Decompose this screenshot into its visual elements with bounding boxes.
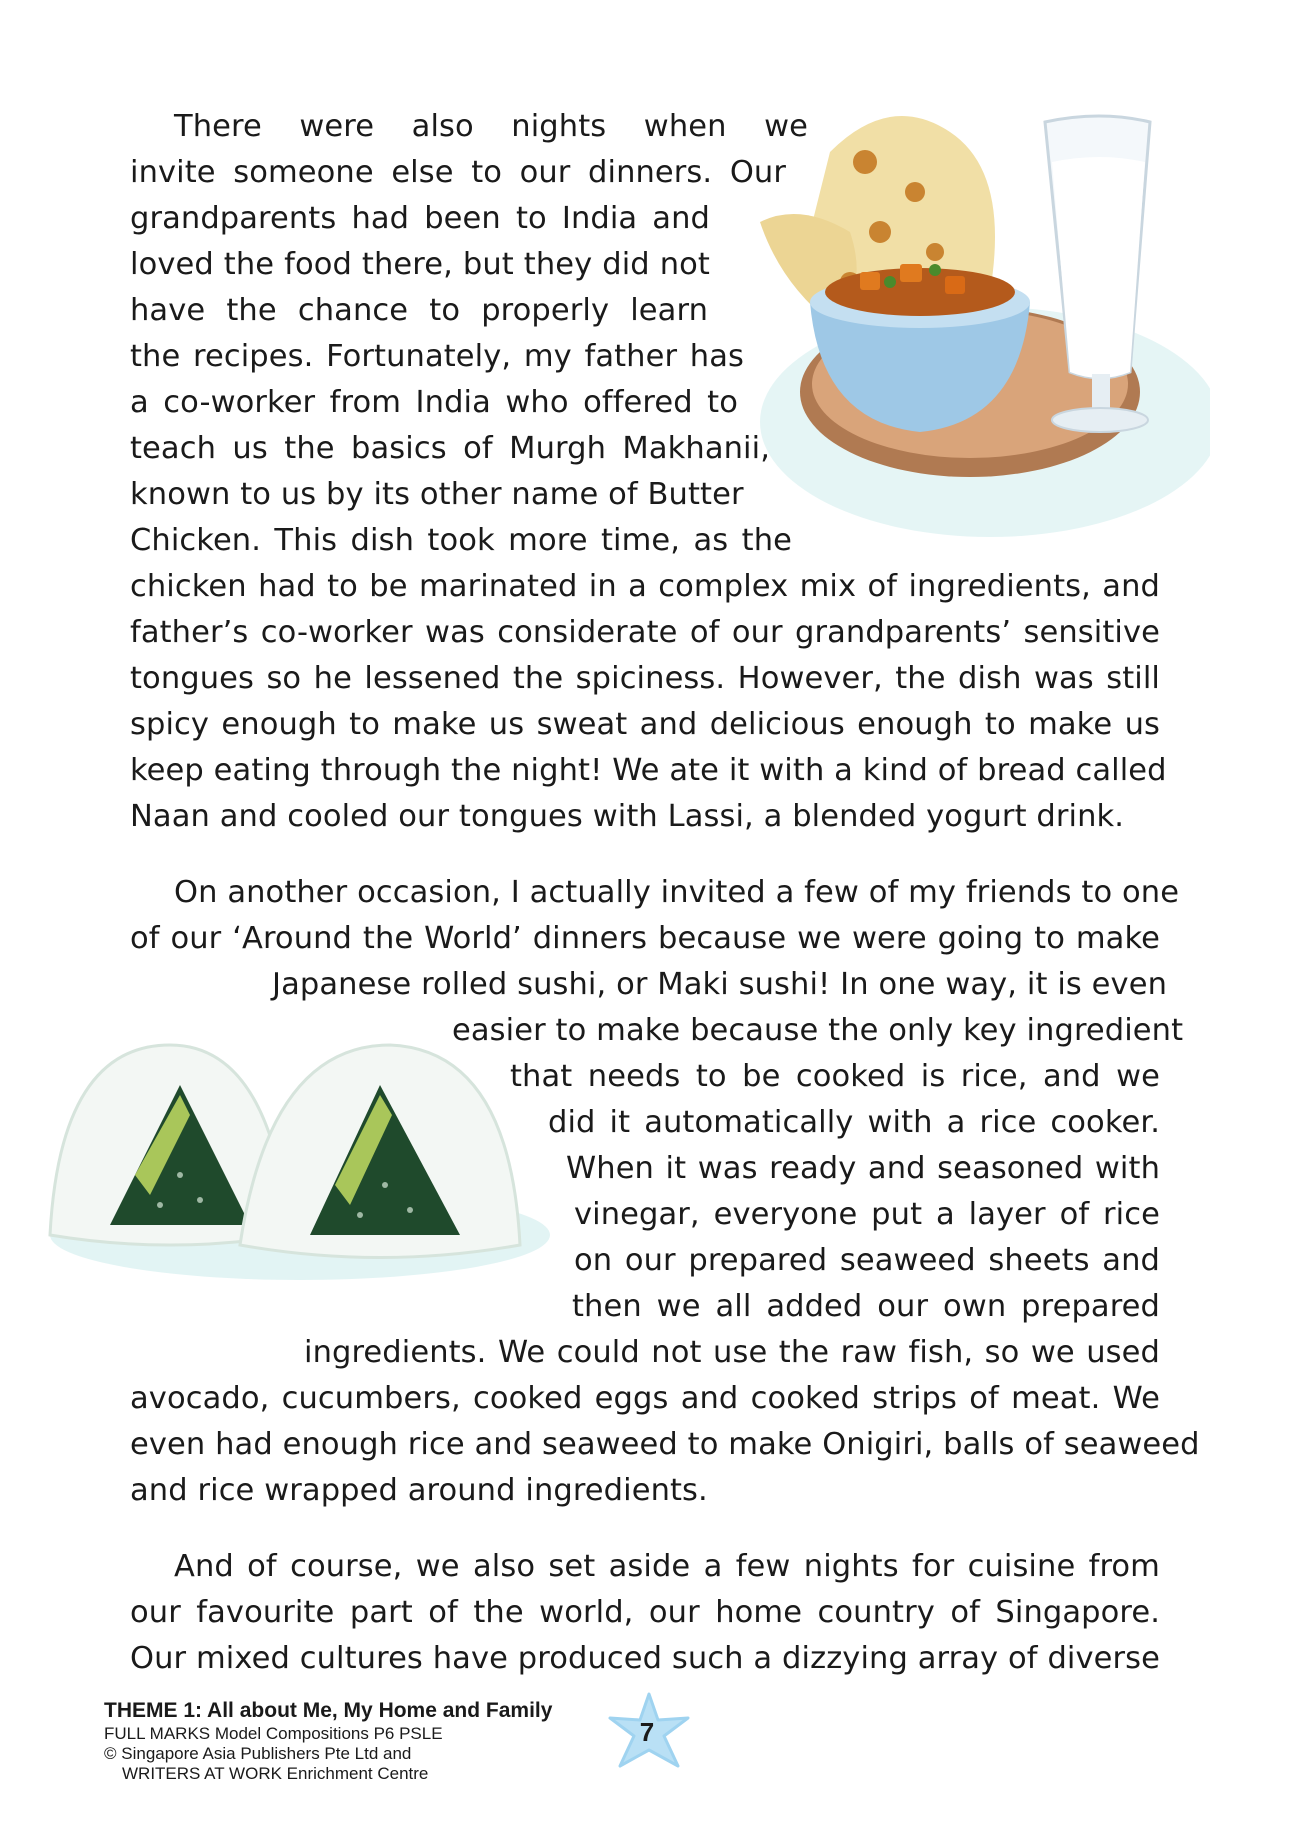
text-line: tongues so he lessened the spiciness. However, the dish was still — [130, 661, 1160, 696]
text-line: Naan and cooled our tongues with Lassi, a blended yogurt drink. — [130, 799, 1125, 834]
text-line: spicy enough to make us sweat and delicious enough to make us — [130, 707, 1160, 742]
text-line: then we all added our own prepared — [572, 1289, 1160, 1324]
text-line: of our ‘Around the World’ dinners because we were going to make — [130, 921, 1160, 956]
text-line: our favourite part of the world, our home country of Singapore. — [130, 1595, 1160, 1630]
text-line: Our mixed cultures have produced such a dizzying array of diverse — [130, 1641, 1160, 1676]
text-line: have the chance to properly learn — [130, 293, 708, 328]
book-title: FULL MARKS Model Compositions P6 PSLE — [104, 1724, 443, 1743]
text-line: easier to make because the only key ingredient — [452, 1013, 1184, 1048]
text-line: did it automatically with a rice cooker. — [548, 1105, 1160, 1140]
text-line: Chicken. This dish took more time, as the — [130, 523, 792, 558]
footer — [104, 1698, 552, 1784]
text-line: loved the food there, but they did not — [130, 247, 710, 282]
text-line: grandparents had been to India and — [130, 201, 710, 236]
publisher-credit: © Singapore Asia Publishers Pte Ltd and — [104, 1744, 412, 1763]
text-line: ingredients. We could not use the raw fish, so we used — [304, 1335, 1160, 1370]
naan-curry-lassi-illustration — [740, 92, 1210, 562]
theme-title: THEME 1: All about Me, My Home and Family — [104, 1699, 553, 1722]
text-line: avocado, cucumbers, cooked eggs and cooked strips of meat. We — [130, 1381, 1160, 1416]
text-line: on our prepared seaweed sheets and — [574, 1243, 1160, 1278]
text-line: invite someone else to our dinners. Our — [130, 155, 786, 190]
centre-credit: WRITERS AT WORK Enrichment Centre — [122, 1764, 429, 1783]
text-line: When it was ready and seasoned with — [566, 1151, 1160, 1186]
text-line: that needs to be cooked is rice, and we — [510, 1059, 1160, 1094]
text-line: known to us by its other name of Butter — [130, 477, 744, 512]
page-number: 7 — [639, 1717, 655, 1747]
text-line: a co-worker from India who offered to — [130, 385, 738, 420]
text-line: father’s co-worker was considerate of our grandparents’ sensitive — [130, 615, 1160, 650]
text-line: teach us the basics of Murgh Makhanii, — [130, 431, 770, 466]
text-line: There were also nights when we — [174, 109, 808, 144]
text-line: vinegar, everyone put a layer of rice — [574, 1197, 1160, 1232]
text-line: Japanese rolled sushi, or Maki sushi! In one way, it is even — [272, 967, 1167, 1002]
text-line: And of course, we also set aside a few nights for cuisine from — [174, 1549, 1160, 1584]
text-line: keep eating through the night! We ate it with a kind of bread called — [130, 753, 1167, 788]
text-line: On another occasion, I actually invited a few of my friends to one — [174, 875, 1180, 910]
text-line: chicken had to be marinated in a complex mix of ingredients, and — [130, 569, 1160, 604]
text-line: and rice wrapped around ingredients. — [130, 1473, 708, 1508]
text-line: the recipes. Fortunately, my father has — [130, 339, 744, 374]
text-line: even had enough rice and seaweed to make Onigiri, balls of seaweed — [130, 1427, 1200, 1462]
